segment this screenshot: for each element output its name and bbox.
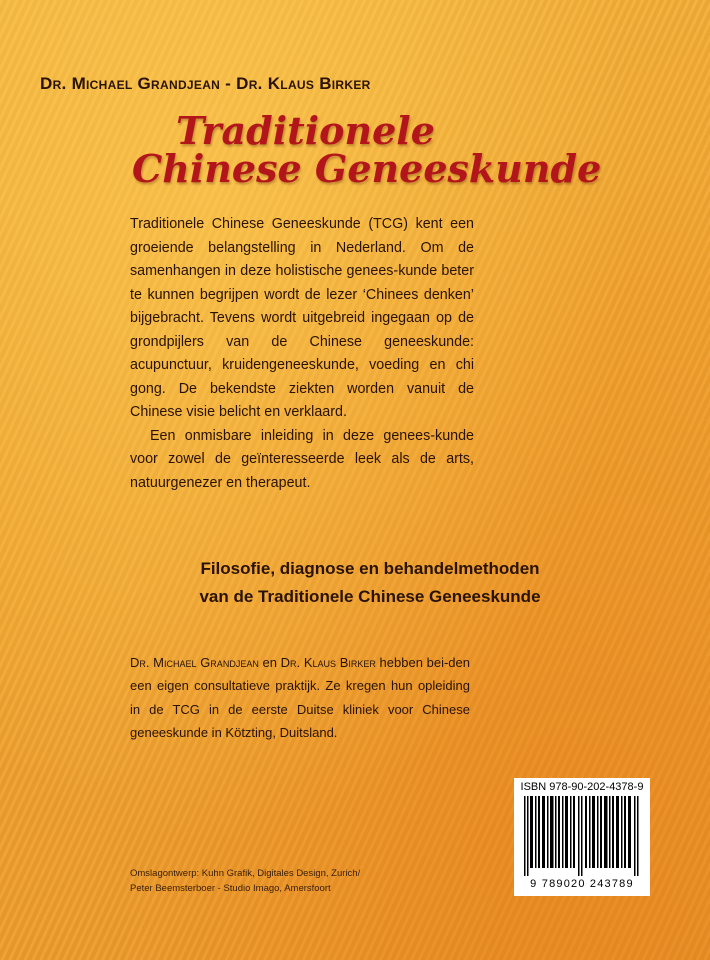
- description-paragraph-1: Traditionele Chinese Geneeskunde (TCG) kent een groeiende belangstelling in Nederland. Om de samenhangen in deze holistische genees-kunde beter te kunnen begrijpen wordt de lezer ‘Chinees denken’ bijgebracht. Tevens wordt uitgebreid ingegaan op de grondpijlers van de Chinese geneeskunde: acupunctuur, kruidengeneeskunde, voeding en chi gong. De bekendste ziekten worden vanuit de Chinese visie belicht en verklaard.: [130, 216, 474, 420]
- barcode-icon: [520, 796, 644, 876]
- barcode-box: [514, 778, 650, 896]
- authors-line: Dr. Michael Grandjean - Dr. Klaus Birker: [40, 74, 371, 93]
- bio-text: hebben bei-den een eigen consultatieve praktijk. Ze kregen hun opleiding in de TCG in de eerste Duitse kliniek voor Chinese geneeskunde in Kötzting, Duitsland.: [130, 655, 470, 740]
- bio-author-1: Dr. Michael Grandjean: [130, 655, 259, 670]
- cover-credits: [130, 866, 430, 896]
- author-bio: [130, 651, 470, 744]
- credits-line-2: Peter Beemsterboer - Studio Imago, Amersfoort: [130, 883, 331, 894]
- credits-line-1: Omslagontwerp: Kuhn Grafik, Digitales Design, Zurich/: [130, 868, 361, 879]
- description: [130, 213, 474, 495]
- title-line-2: Chinese Geneeskunde: [132, 146, 602, 191]
- barcode-number: 9 789020 243789: [530, 878, 634, 890]
- isbn-label: ISBN 978-90-202-4378-9: [520, 781, 644, 793]
- subtitle-line-1: Filosofie, diagnose en behandelmethoden: [200, 559, 540, 578]
- subtitle-line-2: van de Traditionele Chinese Geneeskunde: [199, 587, 541, 606]
- description-paragraph-2: Een onmisbare inleiding in deze genees-kunde voor zowel de geïnteresseerde leek als de arts, natuurgenezer en therapeut.: [130, 427, 474, 491]
- bio-author-2: Dr. Klaus Birker: [280, 655, 376, 670]
- subtitle: [160, 555, 580, 611]
- bio-and: en: [258, 655, 281, 670]
- title-line-1: Traditionele: [176, 108, 435, 153]
